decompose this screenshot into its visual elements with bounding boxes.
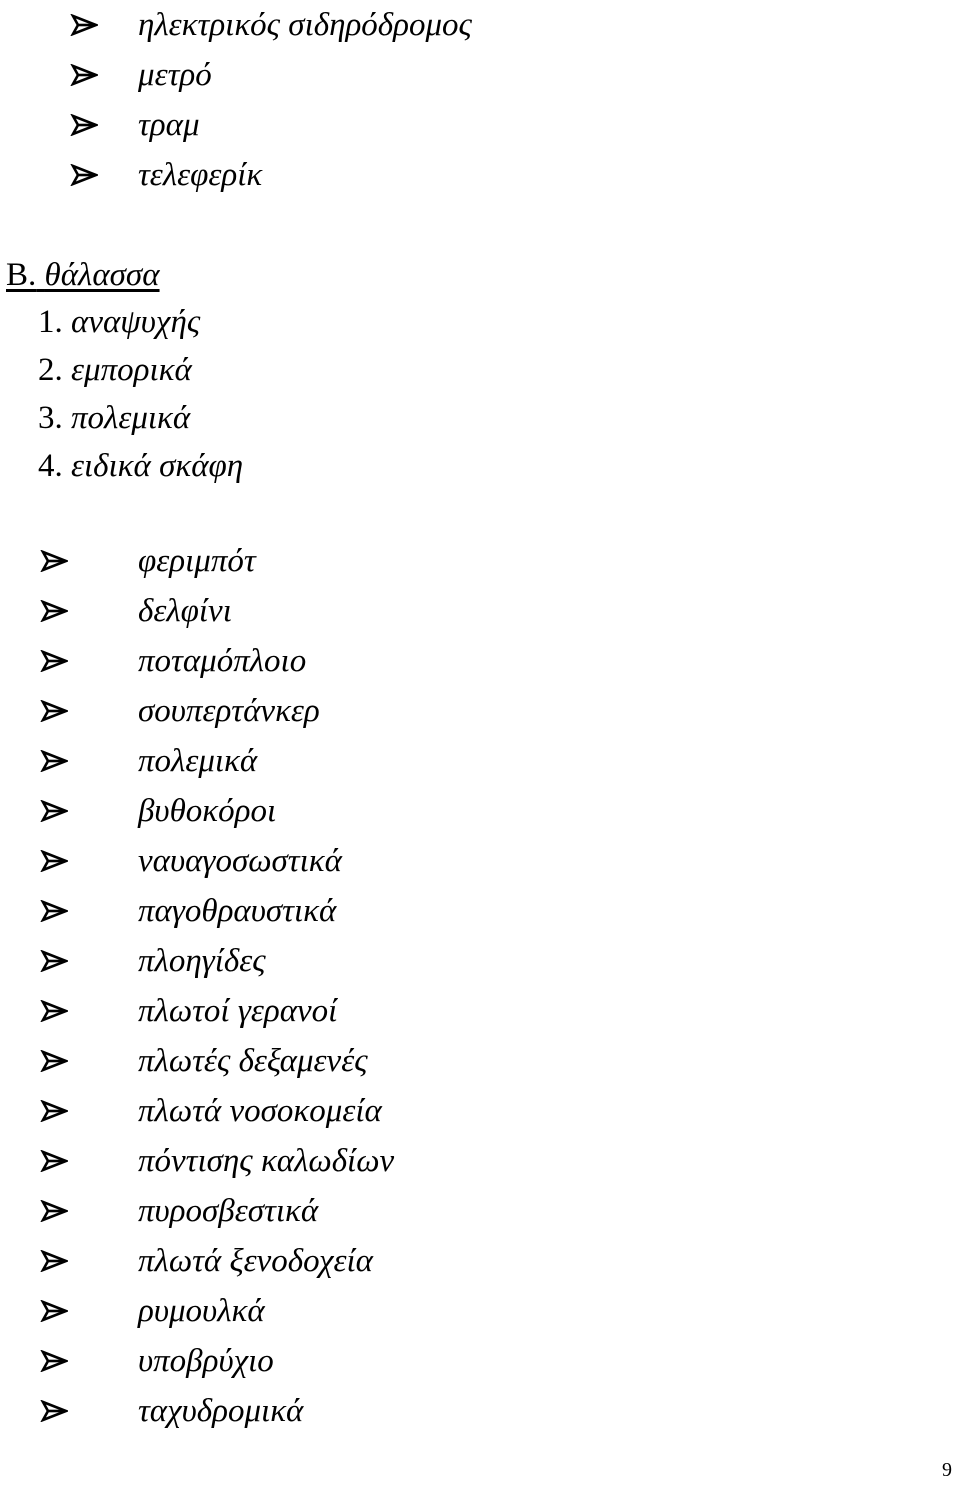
item-text: πολεμικά — [71, 400, 191, 436]
list-item-label: φεριμπότ — [138, 543, 256, 579]
list-item-label: πόντισης καλωδίων — [138, 1143, 395, 1179]
list-item-label: μετρό — [138, 57, 212, 93]
airplane-icon — [40, 786, 70, 836]
list-item-label: ταχυδρομικά — [138, 1393, 304, 1429]
numbered-item — [38, 298, 243, 346]
airplane-icon — [40, 1036, 70, 1086]
airplane-icon — [40, 886, 70, 936]
airplane-icon — [70, 100, 100, 150]
airplane-icon — [40, 1186, 70, 1236]
airplane-icon — [40, 1086, 70, 1136]
airplane-icon — [40, 986, 70, 1036]
item-text: ειδικά σκάφη — [71, 448, 244, 484]
list-item-label: δελφίνι — [138, 593, 232, 629]
list-item-label: πολεμικά — [138, 743, 258, 779]
list-item-label: πλοηγίδες — [138, 943, 266, 979]
item-number: 4. — [38, 448, 63, 484]
list-item-label: τελεφερίκ — [138, 157, 263, 193]
airplane-icon — [40, 836, 70, 886]
airplane-icon — [70, 0, 100, 50]
airplane-icon — [40, 586, 70, 636]
airplane-icon — [40, 536, 70, 586]
airplane-icon — [40, 1386, 70, 1436]
numbered-list — [38, 298, 243, 490]
list-item-label: πλωτοί γερανοί — [138, 993, 338, 1029]
airplane-icon — [40, 736, 70, 786]
list-item-label: πλωτά νοσοκομεία — [138, 1093, 382, 1129]
item-text: αναψυχής — [71, 304, 201, 340]
item-number: 2. — [38, 352, 63, 388]
list-item-label: παγοθραυστικά — [138, 893, 337, 929]
section-title: θάλασσα — [44, 257, 160, 293]
item-number: 3. — [38, 400, 63, 436]
airplane-icon — [40, 686, 70, 736]
list-item-label: ρυμουλκά — [138, 1293, 265, 1329]
list-item-label: ποταμόπλοιο — [138, 643, 307, 679]
section-letter: Β. — [6, 257, 37, 293]
airplane-icon — [40, 936, 70, 986]
section-heading — [6, 250, 160, 300]
list-item-label: υποβρύχιο — [138, 1343, 274, 1379]
airplane-icon — [70, 50, 100, 100]
list-item-label: βυθοκόροι — [138, 793, 277, 829]
list-item-label: πυροσβεστικά — [138, 1193, 319, 1229]
list-item-label: σουπερτάνκερ — [138, 693, 320, 729]
airplane-icon — [40, 1286, 70, 1336]
list-item-label: ναυαγοσωστικά — [138, 843, 342, 879]
airplane-icon — [40, 636, 70, 686]
list-item-label: τραμ — [138, 107, 200, 143]
airplane-icon — [70, 150, 100, 200]
list-item-label: πλωτά ξενοδοχεία — [138, 1243, 373, 1279]
numbered-item — [38, 442, 243, 490]
list-item-label: ηλεκτρικός σιδηρόδρομος — [138, 7, 472, 43]
airplane-icon — [40, 1136, 70, 1186]
numbered-item — [38, 346, 243, 394]
page-number: 9 — [942, 1459, 952, 1481]
item-text: εμπορικά — [71, 352, 192, 388]
item-number: 1. — [38, 304, 63, 340]
list-item-label: πλωτές δεξαμενές — [138, 1043, 368, 1079]
airplane-icon — [40, 1236, 70, 1286]
airplane-icon — [40, 1336, 70, 1386]
numbered-item — [38, 394, 243, 442]
